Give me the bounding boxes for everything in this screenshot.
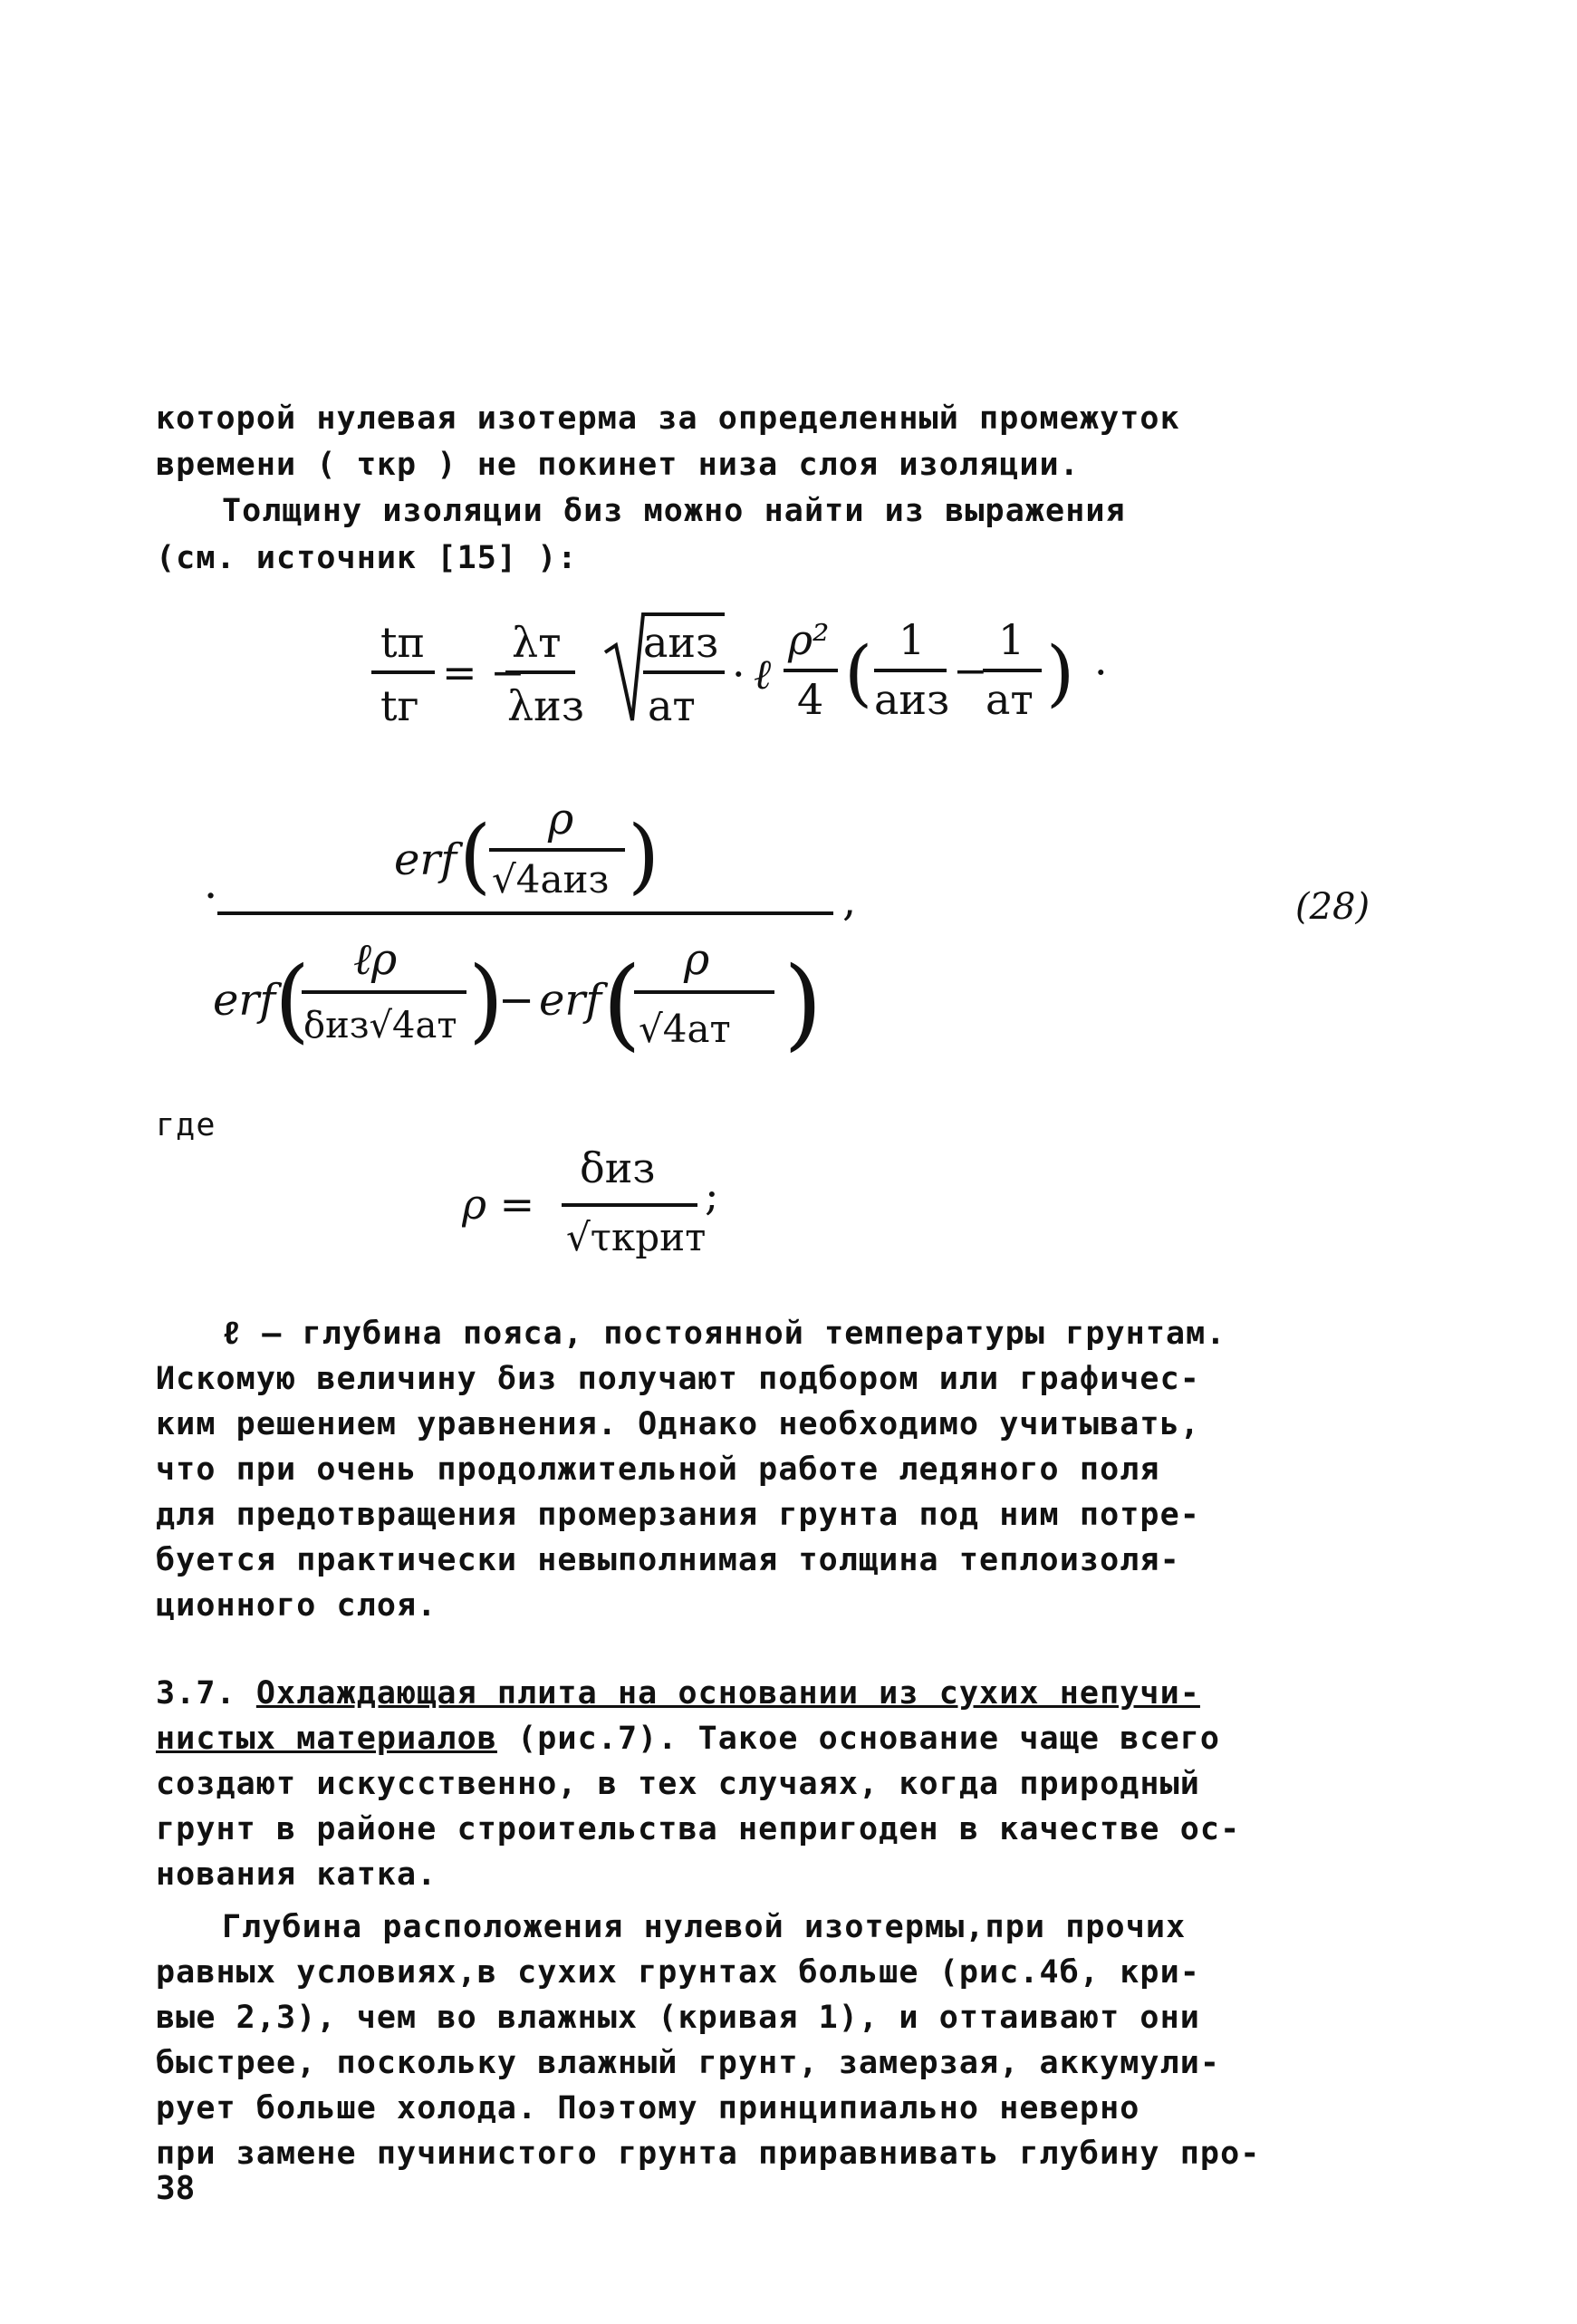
text-line: ционного слоя. <box>156 1587 438 1624</box>
formula-symbol: ( <box>844 631 873 715</box>
formula-symbol: 4 <box>797 675 824 724</box>
formula-symbol: ( <box>274 947 311 1053</box>
formula-symbol: ( <box>602 945 641 1061</box>
formula-symbol: ℓ <box>754 650 772 699</box>
formula-symbol: = − <box>442 648 525 697</box>
formula-symbol: ) <box>628 808 660 903</box>
formula-symbol: δиз <box>580 1143 656 1192</box>
section-title: нистых материалов <box>156 1721 497 1757</box>
formula-symbol: ℓρ <box>353 934 398 985</box>
formula-symbol: λт <box>512 618 562 667</box>
formula-symbol: aт <box>986 675 1034 724</box>
text-line: Толщину изоляции δиз можно найти из выражения <box>222 493 1126 529</box>
section-title: Охлаждающая плита на основании из сухих непучи- <box>255 1675 1200 1712</box>
text-line: нования катка. <box>156 1856 438 1893</box>
formula-symbol: δиз√4aт <box>303 1005 457 1046</box>
where-label: где <box>156 1107 216 1143</box>
formula-symbol: ρ <box>548 794 574 844</box>
formula-symbol: ) <box>468 947 505 1053</box>
formula-symbol: − <box>953 646 988 695</box>
formula-symbol: tг <box>380 681 419 730</box>
formula-symbol: ) <box>784 945 822 1061</box>
formula-symbol: aт <box>648 681 696 730</box>
formula-symbol: · <box>1094 648 1108 697</box>
text-line: вые 2,3), чем во влажных (кривая 1), и оттаивают они <box>156 2000 1200 2036</box>
text-line: равных условиях,в сухих грунтах больше (рис.4б, кри- <box>156 1954 1200 1991</box>
formula-symbol: √4aт <box>639 1007 731 1051</box>
formula-symbol: ρ² <box>788 615 830 664</box>
formula-symbol: erf <box>539 975 602 1026</box>
text-line: Искомую величину δиз получают подбором или графичес- <box>156 1361 1200 1397</box>
text-line: ким решением уравнения. Однако необходимо учитывать, <box>156 1406 1200 1442</box>
text-line: Глубина расположения нулевой изотермы,при прочих <box>222 1909 1187 1945</box>
formula-symbol: · <box>204 871 218 921</box>
formula-symbol: erf <box>213 975 276 1026</box>
formula-symbol: aиз <box>643 618 719 667</box>
formula-symbol: erf <box>394 834 457 885</box>
formula-symbol: aиз <box>874 675 950 724</box>
section-heading-line <box>156 1717 1361 1760</box>
text-line: (см. источник [15] ): <box>156 540 578 576</box>
text-line: быстрее, поскольку влажный грунт, замерзая, аккумули- <box>156 2045 1221 2081</box>
text-line: которой нулевая изотерма за определенный промежуток <box>156 400 1180 437</box>
text-line: грунт в районе строительства непригоден в качестве ос- <box>156 1811 1241 1847</box>
formula-symbol: − <box>498 975 535 1026</box>
formula-symbol: ρ = <box>462 1180 535 1229</box>
formula-symbol: ; <box>705 1171 719 1220</box>
text-line: рует больше холода. Поэтому принципиально неверно <box>156 2090 1140 2126</box>
section-number: 3.7. <box>156 1675 236 1712</box>
text-line: ℓ – глубина пояса, постоянной температуры грунтам. <box>222 1316 1226 1352</box>
formula-rho <box>462 1133 752 1268</box>
formula-symbol: ρ <box>684 934 710 985</box>
formula-symbol: 1 <box>899 615 926 664</box>
text-line: буется практически невыполнимая толщина теплоизоля- <box>156 1542 1180 1578</box>
text-line: для предотвращения промерзания грунта под ним потре- <box>156 1497 1200 1533</box>
formula-symbol: √τкрит <box>566 1215 707 1259</box>
formula-symbol: ) <box>1046 631 1075 715</box>
formula-symbol: · <box>732 650 745 699</box>
text-line: создают искусственно, в тех случаях, когда природный <box>156 1766 1200 1802</box>
text-line: (рис.7). Такое основание чаще всего <box>496 1721 1221 1757</box>
section-heading-line <box>156 1672 1361 1715</box>
text-line: при замене пучинистого грунта приравнивать глубину про- <box>156 2136 1261 2172</box>
page-number: 38 <box>156 2170 196 2207</box>
formula-thickness-part2 <box>204 788 892 1078</box>
equation-number: (28) <box>1295 886 1370 928</box>
formula-symbol: 1 <box>998 615 1025 664</box>
text-line: времени ( τкр ) не покинет низа слоя изоляции. <box>156 447 1080 483</box>
formula-thickness-part1 <box>344 598 1123 752</box>
formula-symbol: √4aиз <box>492 857 610 902</box>
formula-symbol: , <box>842 875 857 926</box>
text-line: что при очень продолжительной работе ледяного поля <box>156 1451 1160 1488</box>
formula-symbol: ( <box>459 808 492 903</box>
formula-symbol: tп <box>380 618 426 667</box>
formula-symbol: λиз <box>507 681 584 730</box>
